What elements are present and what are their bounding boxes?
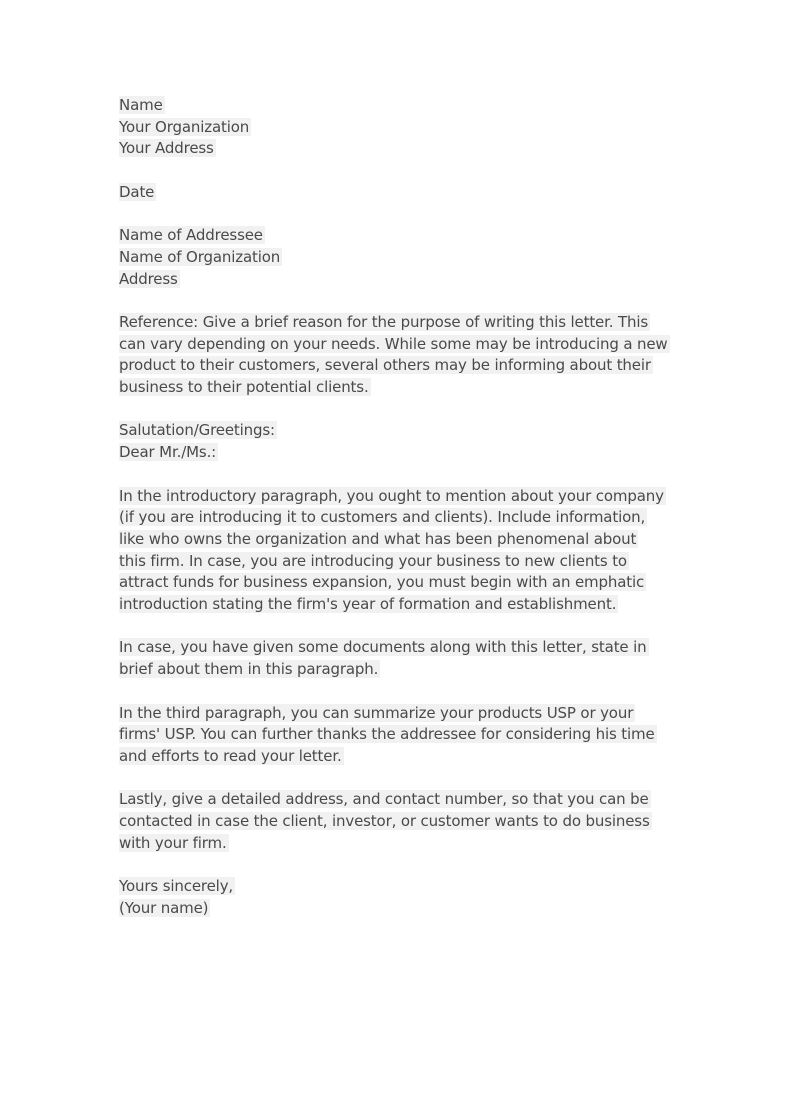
salutation-block	[119, 420, 679, 463]
signoff-block	[119, 876, 679, 919]
sender-block	[119, 95, 679, 160]
paragraph-line: attract funds for business expansion, you must begin with an emphatic	[119, 573, 645, 592]
sender-organization: Your Organization	[119, 117, 250, 136]
recipient-name: Name of Addressee	[119, 226, 263, 245]
paragraph-line: can vary depending on your needs. While some may be introducing a new	[119, 334, 668, 353]
paragraph-line: In case, you have given some documents along with this letter, state in	[119, 638, 647, 657]
closing-paragraph	[119, 789, 679, 854]
paragraph-line: like who owns the organization and what has been phenomenal about	[119, 529, 637, 548]
sender-name: Name	[119, 96, 163, 114]
paragraph-line: (if you are introducing it to customers and clients). Include information,	[119, 508, 646, 527]
recipient-block	[119, 225, 679, 290]
reference-paragraph	[119, 312, 679, 399]
paragraph-line: firms' USP. You can further thanks the addressee for considering his time	[119, 725, 655, 744]
paragraph-line: product to their customers, several others may be informing about their	[119, 356, 651, 375]
paragraph-line: In the third paragraph, you can summarize your products USP or your	[119, 703, 634, 722]
paragraph-line: In the introductory paragraph, you ought to mention about your company	[119, 486, 664, 505]
paragraph-line: business to their potential clients.	[119, 378, 369, 397]
third-paragraph	[119, 703, 679, 768]
recipient-organization: Name of Organization	[119, 247, 281, 266]
letter-page	[119, 95, 679, 941]
signoff-closing: Yours sincerely,	[119, 877, 234, 896]
paragraph-line: contacted in case the client, investor, or customer wants to do business	[119, 812, 650, 831]
date-block	[119, 182, 679, 204]
signoff-name: (Your name)	[119, 898, 209, 917]
paragraph-line: this firm. In case, you are introducing your business to new clients to	[119, 551, 627, 570]
paragraph-line: with your firm.	[119, 833, 227, 852]
paragraph-line: introduction stating the firm's year of formation and establishment.	[119, 595, 617, 614]
intro-paragraph	[119, 486, 679, 616]
salutation-greeting: Dear Mr./Ms.:	[119, 443, 217, 462]
paragraph-line: and efforts to read your letter.	[119, 746, 342, 765]
salutation-label: Salutation/Greetings:	[119, 421, 275, 440]
letter-date: Date	[119, 182, 155, 201]
paragraph-line: Reference: Give a brief reason for the purpose of writing this letter. This	[119, 312, 649, 331]
recipient-address: Address	[119, 269, 178, 288]
paragraph-line: brief about them in this paragraph.	[119, 660, 379, 679]
sender-address: Your Address	[119, 139, 214, 158]
paragraph-line: Lastly, give a detailed address, and contact number, so that you can be	[119, 790, 649, 809]
documents-paragraph	[119, 637, 679, 680]
